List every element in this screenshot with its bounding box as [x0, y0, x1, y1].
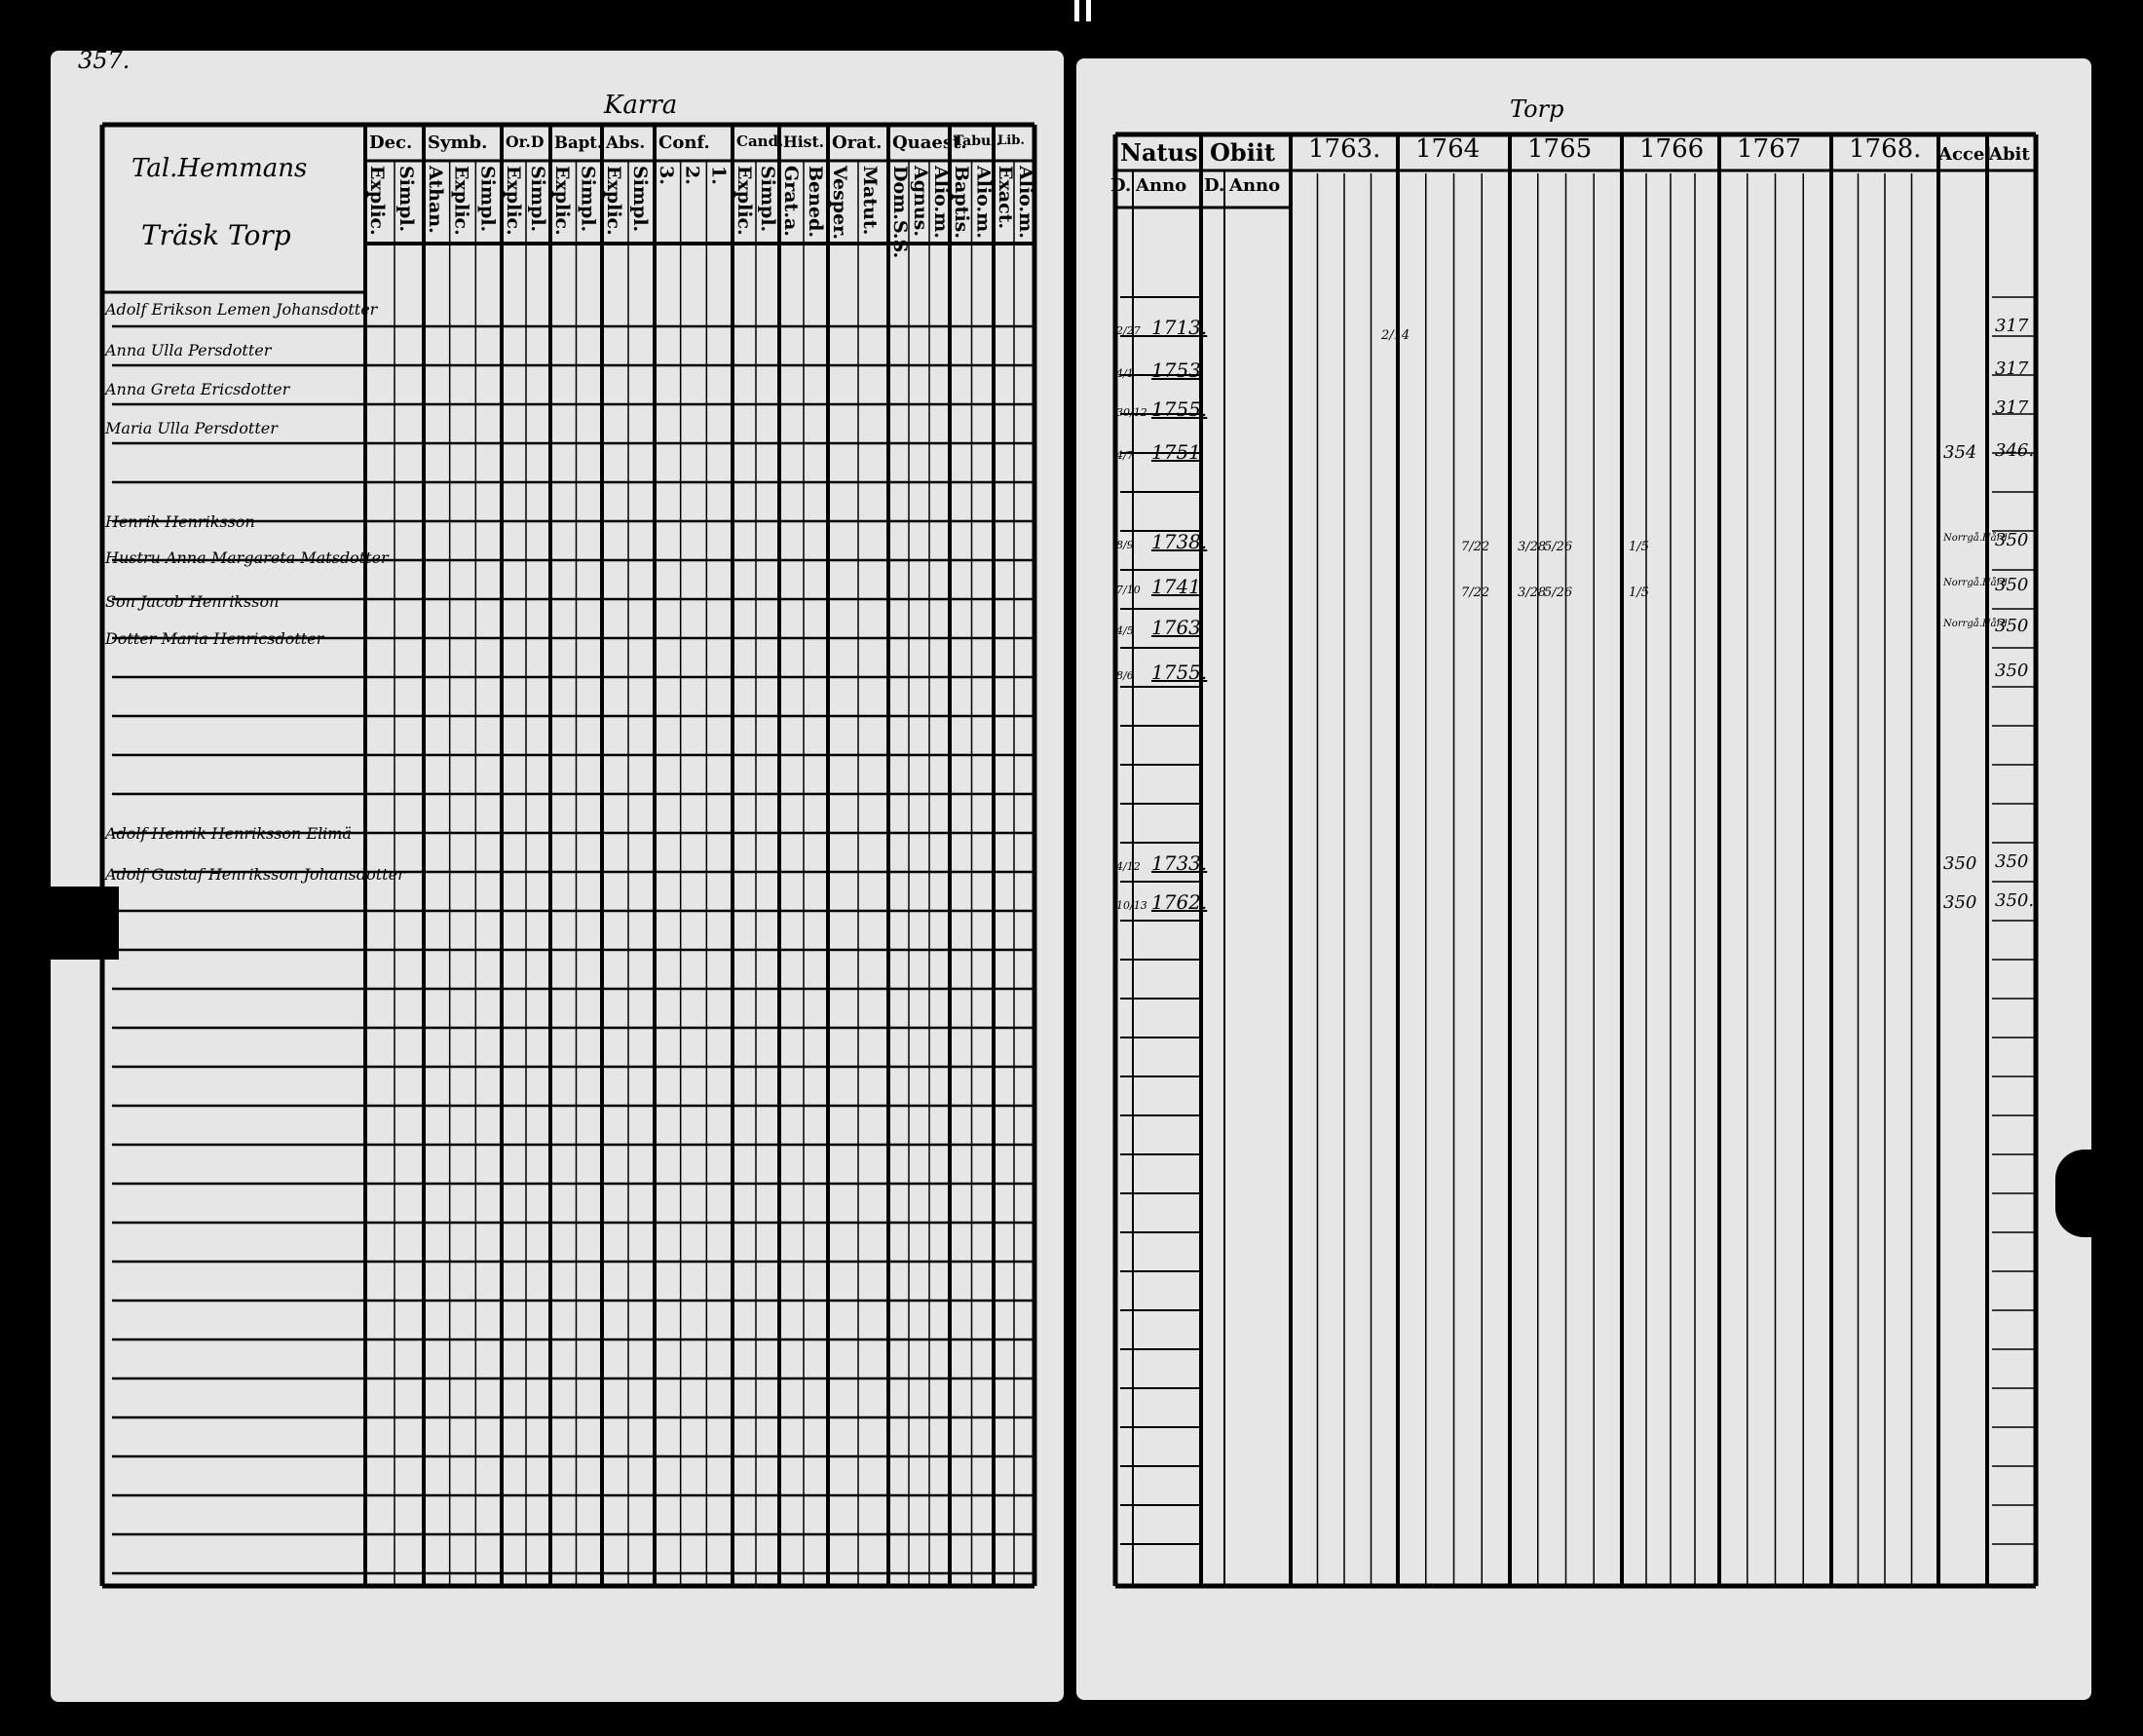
accel-value: 354 [1943, 442, 1977, 463]
left-col-subheader: Agnus. [910, 166, 931, 237]
natus-year: 1733. [1151, 851, 1208, 875]
person-name: Hustru Anna Margareta Matsdotter [105, 548, 389, 567]
left-col-header: Hist. [783, 132, 825, 151]
left-col-subheader: Dom.S.S. [889, 166, 911, 259]
left-col-header: Dec. [369, 132, 413, 153]
left-col-subheader: Grat.a. [780, 166, 802, 237]
mark-1765-row5b: 5/26 [1544, 540, 1573, 554]
left-col-subheader: Simpl. [395, 166, 417, 233]
left-col-subheader: Baptis. [951, 166, 972, 239]
left-col-subheader: Alio.m. [930, 166, 952, 239]
natus-day: 7/10 [1116, 584, 1141, 596]
left-col-header: Abs. [606, 132, 646, 152]
left-col-header: Quaest. [892, 132, 967, 153]
abit-value: 350. [1995, 890, 2035, 911]
person-name: Adolf Erikson Lemen Johansdotter [105, 300, 378, 319]
col-natus-anno: Anno [1136, 175, 1187, 196]
parish-header: Karra [604, 91, 678, 120]
right-page-header: Torp [1510, 95, 1564, 123]
natus-day: 4/5 [1116, 624, 1134, 637]
left-col-subheader: Explic. [551, 166, 573, 236]
left-col-subheader: Matut. [859, 166, 881, 236]
person-name: Anna Ulla Persdotter [105, 341, 272, 359]
year-header: 1763. [1308, 134, 1381, 164]
natus-year: 1713. [1151, 316, 1208, 339]
left-col-subheader: Explic. [603, 166, 624, 236]
accel-value: 350 [1943, 892, 1977, 913]
left-col-subheader: Bened. [805, 166, 826, 238]
left-col-subheader: Vesper. [829, 166, 850, 241]
natus-day: 2/27 [1116, 324, 1141, 337]
col-abit: Abit [1989, 144, 2030, 165]
left-col-subheader: Explic. [450, 166, 472, 236]
left-col-subheader: Explic. [366, 166, 388, 236]
natus-year: 1755. [1151, 397, 1208, 421]
col-natus: Natus [1120, 138, 1198, 167]
natus-year: 1763 [1151, 616, 1201, 639]
mark-1763-row1: 2/14 [1381, 328, 1410, 343]
page-number: 357. [78, 47, 131, 74]
natus-year: 1762. [1151, 890, 1208, 914]
year-header: 1764 [1415, 134, 1481, 164]
col-obiit: Obiit [1210, 138, 1276, 167]
person-name: Henrik Henriksson [105, 512, 255, 531]
year-header: 1766 [1639, 134, 1705, 164]
left-col-subheader: 3. [656, 166, 677, 185]
abit-value: 350 [1995, 530, 2029, 550]
left-col-header: Or.D [506, 132, 545, 151]
left-col-header: Conf. [658, 132, 710, 153]
left-col-subheader: Exact. [995, 166, 1016, 230]
abit-value: 350 [1995, 851, 2029, 872]
natus-day: 4/1 [1116, 367, 1134, 380]
mark-1765-row6b: 5/26 [1544, 585, 1573, 600]
year-header: 1767 [1737, 134, 1802, 164]
left-col-subheader: Explic. [503, 166, 524, 236]
natus-year: 1751 [1151, 440, 1201, 464]
owner-heading: Tal.Hemmans [132, 154, 308, 183]
natus-year: 1741 [1151, 575, 1201, 598]
abit-value: 350 [1995, 660, 2029, 681]
left-col-subheader: Alio.m. [972, 166, 995, 239]
col-natus-d: D. [1110, 175, 1132, 196]
left-col-header: Tabul. [954, 133, 1001, 149]
left-col-subheader: Explic. [733, 166, 755, 236]
natus-day: 10/13 [1116, 899, 1147, 912]
natus-day: 4/7 [1116, 449, 1134, 462]
accel-value: Norrgå.Hård [1943, 619, 2008, 629]
col-accel: Accel [1938, 144, 1992, 165]
natus-day: 8/9 [1116, 539, 1134, 551]
left-col-subheader: Simpl. [476, 166, 499, 233]
left-col-header: Orat. [832, 132, 883, 153]
person-name: Maria Ulla Persdotter [105, 419, 278, 437]
abit-value: 317 [1995, 316, 2029, 336]
mark-1766-row5: 1/5 [1629, 540, 1649, 554]
abit-value: 317 [1995, 397, 2029, 418]
left-col-subheader: Simpl. [757, 166, 778, 233]
accel-value: 350 [1943, 853, 1977, 874]
abit-value: 317 [1995, 359, 2029, 379]
left-col-subheader: 2. [681, 166, 703, 185]
mark-1764-row6: 7/22 [1461, 585, 1490, 600]
mark-1766-row6: 1/5 [1629, 585, 1649, 600]
abit-value: 350 [1995, 616, 2029, 636]
village-name: Träsk Torp [141, 219, 291, 251]
person-name: Anna Greta Ericsdotter [105, 380, 290, 398]
person-name: Adolf Gustaf Henriksson Johansdotter [105, 865, 405, 884]
natus-day: 4/12 [1116, 860, 1141, 873]
abit-value: 346. [1995, 440, 2035, 461]
accel-value: Norrgå.Hård [1943, 578, 2008, 588]
natus-day: 30/12 [1116, 406, 1147, 419]
year-header: 1765 [1527, 134, 1593, 164]
left-col-header: Cand. [736, 132, 784, 150]
natus-day: 8/6 [1116, 669, 1134, 682]
natus-year: 1755. [1151, 660, 1208, 684]
person-name: Adolf Henrik Henriksson Elimä [105, 824, 353, 843]
col-obiit-d: D. [1204, 175, 1225, 196]
left-col-subheader: Athan. [425, 166, 446, 234]
left-col-subheader: Simpl. [629, 166, 651, 233]
left-col-subheader: Alio.m. [1015, 166, 1036, 239]
mark-1765-row5: 3/28 [1518, 540, 1547, 554]
left-col-header: Lib. [997, 133, 1025, 148]
left-col-subheader: Simpl. [577, 166, 599, 233]
person-name: Son Jacob Henriksson [105, 592, 280, 611]
abit-value: 350 [1995, 575, 2029, 595]
col-obiit-anno: Anno [1229, 175, 1281, 196]
year-header: 1768. [1849, 134, 1922, 164]
left-col-header: Bapt. [554, 132, 603, 152]
mark-1765-row6: 3/28 [1518, 585, 1547, 600]
mark-1764-row5: 7/22 [1461, 540, 1490, 554]
left-col-subheader: 1. [707, 166, 730, 185]
accel-value: Norrgå.Hård [1943, 533, 2008, 544]
left-col-subheader: Simpl. [527, 166, 548, 233]
left-col-header: Symb. [428, 132, 488, 153]
natus-year: 1753 [1151, 359, 1201, 382]
person-name: Dotter Maria Henricsdotter [105, 629, 324, 648]
natus-year: 1738. [1151, 530, 1208, 553]
